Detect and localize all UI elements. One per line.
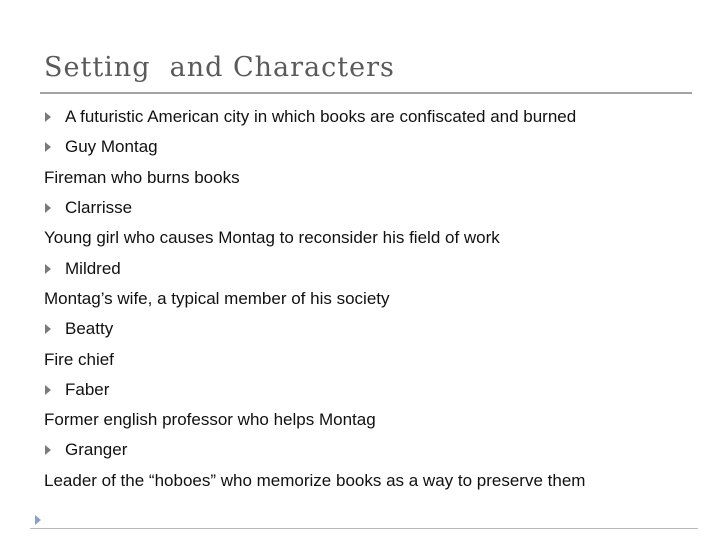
triangle-bullet-icon	[44, 110, 65, 124]
description-text: Leader of the “hoboes” who memorize books as a way to preserve them	[44, 470, 586, 490]
description-line	[44, 163, 704, 193]
description-line	[44, 284, 704, 314]
list-item-text: A futuristic American city in which books are confiscated and burned	[65, 107, 577, 127]
title-divider	[40, 92, 692, 94]
footer-divider	[30, 528, 698, 529]
list-item	[44, 314, 704, 344]
list-item	[44, 193, 704, 223]
slide-body	[44, 102, 704, 496]
triangle-arrow-icon	[35, 515, 41, 525]
description-line	[44, 466, 704, 496]
description-text: Montag’s wife, a typical member of his society	[44, 288, 390, 308]
list-item	[44, 132, 704, 162]
triangle-bullet-icon	[44, 383, 65, 397]
list-item	[44, 253, 704, 283]
triangle-bullet-icon	[44, 443, 65, 457]
description-line	[44, 344, 704, 374]
list-item-text: Granger	[65, 440, 128, 460]
description-line	[44, 405, 704, 435]
list-item	[44, 102, 704, 132]
list-item-text: Mildred	[65, 258, 121, 278]
list-item	[44, 375, 704, 405]
triangle-bullet-icon	[44, 201, 65, 215]
description-text: Young girl who causes Montag to reconsider his field of work	[44, 228, 500, 248]
description-text: Former english professor who helps Montag	[44, 410, 376, 430]
description-text: Fire chief	[44, 349, 114, 369]
list-item-text: Faber	[65, 379, 110, 399]
list-item-text: Beatty	[65, 319, 114, 339]
list-item	[44, 435, 704, 465]
triangle-bullet-icon	[44, 262, 65, 276]
list-item-text: Clarrisse	[65, 198, 133, 218]
description-text: Fireman who burns books	[44, 167, 240, 187]
triangle-bullet-icon	[44, 140, 65, 154]
slide-title: Setting and Characters	[44, 52, 395, 83]
triangle-bullet-icon	[44, 322, 65, 336]
list-item-text: Guy Montag	[65, 137, 158, 157]
description-line	[44, 223, 704, 253]
